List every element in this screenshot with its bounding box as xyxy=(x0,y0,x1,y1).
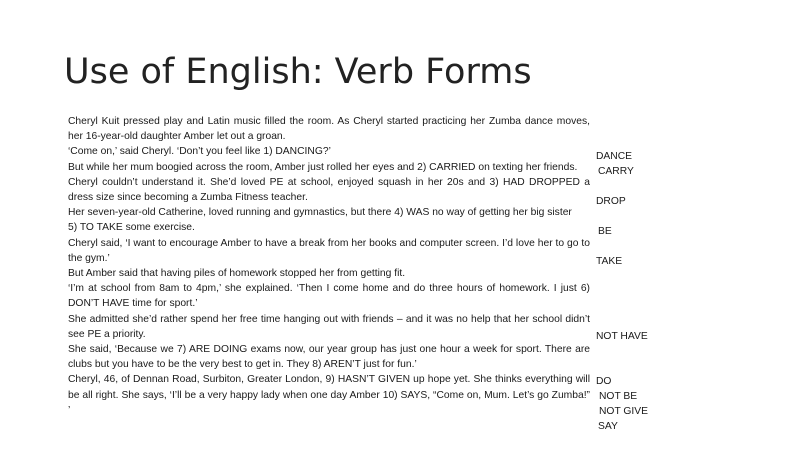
answer-word: DROP xyxy=(596,196,626,207)
answer-word: SAY xyxy=(598,421,618,432)
passage-paragraph: Cheryl Kuit pressed play and Latin music filled the room. As Cheryl started practicing her Zumba dance moves, her 16-year-old daughter Amber let out a groan. xyxy=(68,116,590,143)
answer-word: DO xyxy=(596,376,612,387)
passage-paragraph: ‘I’m at school from 8am to 4pm,’ she explained. ‘Then I come home and do three hours of homework. I just 6) DON’T HAVE time for sport.’ xyxy=(68,283,590,310)
passage-paragraph: Her seven-year-old Catherine, loved running and gymnastics, but there 4) WAS no way of getting her big sister xyxy=(68,207,572,219)
answer-word: CARRY xyxy=(598,166,634,177)
answer-word: BE xyxy=(598,226,612,237)
passage-paragraph: She said, ‘Because we 7) ARE DOING exams now, our year group has just one hour a week for sport. There are clubs but you have to be the very best to get in. They 8) AREN’T just for fun.’ xyxy=(68,344,590,371)
passage-paragraph: Cheryl, 46, of Dennan Road, Surbiton, Greater London, 9) HASN’T GIVEN up hope yet. She thinks everything will be all right. She says, ‘I’ll be a very happy lady when one day Amber 10) SAYS, “Come on, Mum. Let’s go Zumba!” ’ xyxy=(68,374,590,416)
answer-word: TAKE xyxy=(596,256,623,267)
passage-paragraph: She admitted she’d rather spend her free time hanging out with friends – and it was no help that her school didn’t see PE a priority. xyxy=(68,313,590,340)
passage-paragraph: Cheryl couldn’t understand it. She’d loved PE at school, enjoyed squash in her 20s and 3) HAD DROPPED a dress size since becoming a Zumba Fitness teacher. xyxy=(68,176,590,204)
slide-title: Use of English: Verb Forms xyxy=(64,52,532,92)
answer-word: DANCE xyxy=(596,151,633,162)
passage-paragraph: But while her mum boogied across the room, Amber just rolled her eyes and 2) CARRIED on texting her friends. xyxy=(68,161,578,173)
answer-word: NOT HAVE xyxy=(596,331,648,342)
passage-paragraph: ‘Come on,’ said Cheryl. ‘Don’t you feel like 1) DANCING?’ xyxy=(68,146,331,158)
passage-paragraph: 5) TO TAKE some exercise. xyxy=(68,222,195,234)
passage-text xyxy=(68,114,590,418)
answer-word: NOT BE xyxy=(599,391,638,402)
passage-paragraph: But Amber said that having piles of homework stopped her from getting fit. xyxy=(68,268,406,280)
answer-word: NOT GIVE xyxy=(599,406,649,417)
passage-paragraph: Cheryl said, ‘I want to encourage Amber to have a break from her books and computer screen. I’d love her to go to the gym.’ xyxy=(68,237,590,264)
